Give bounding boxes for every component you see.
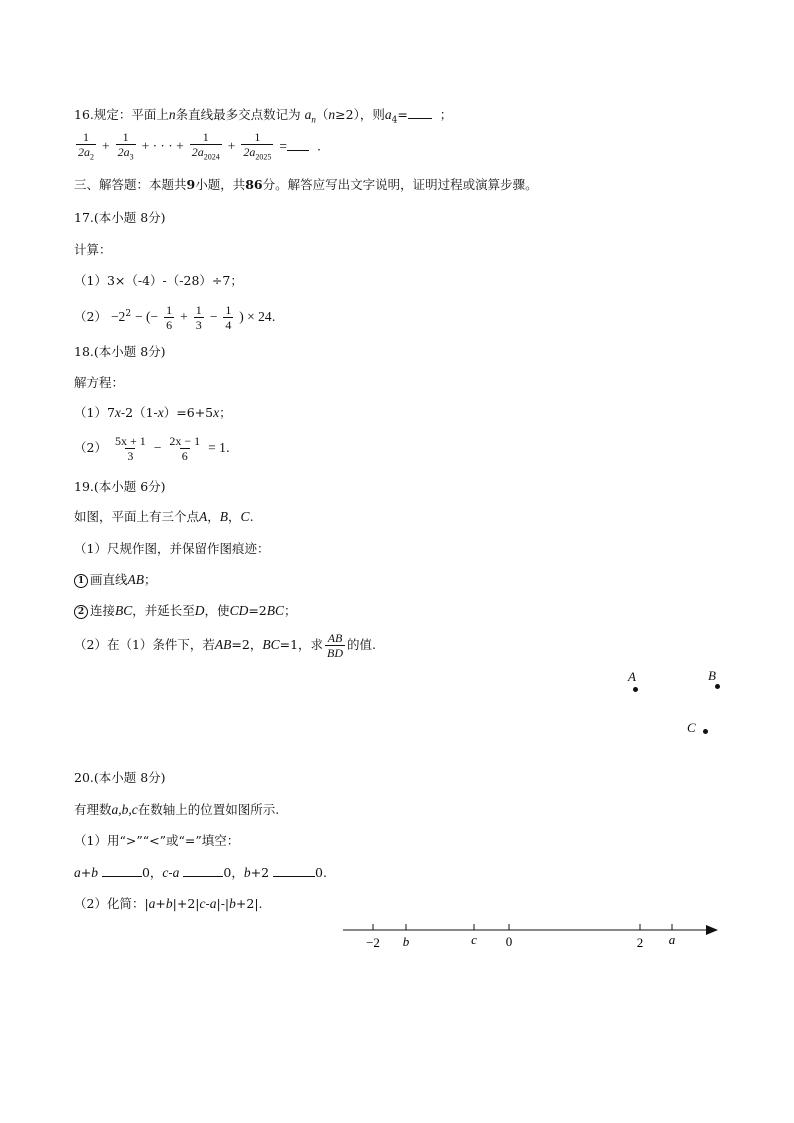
q19-intro: 如图，平面上有三个点A，B，C.	[74, 509, 254, 524]
q20-intro: 有理数a,b,c在数轴上的位置如图所示.	[74, 802, 280, 817]
point-b-dot	[715, 684, 720, 689]
q19-part2: （2）在（1）条件下，若AB=2，BC=1，求 $\frac{AB}{BD}$ 的值.	[74, 631, 377, 660]
q20-part2: （2）化简：|a+b|+2|c-a|-|b+2|.	[74, 896, 263, 911]
q17-intro: 计算：	[74, 242, 112, 257]
answer-blank-a4[interactable]	[408, 106, 432, 119]
q18-intro: 解方程：	[74, 375, 125, 390]
label-zero: 0	[505, 934, 513, 949]
q19-step2: 2 连接BC，并延长至D，使CD=2BC；	[74, 603, 297, 619]
point-b-label: B	[708, 668, 716, 683]
label-c: c	[471, 932, 477, 947]
answer-blank-3[interactable]	[273, 864, 315, 877]
q20-part1: （1）用“>”“<”或“=”填空：	[74, 833, 240, 848]
label-neg2: −2	[366, 935, 380, 950]
label-a: a	[668, 932, 676, 947]
circled-number-1: 1	[74, 574, 88, 588]
q19-part1: （1）尺规作图，并保留作图痕迹：	[74, 541, 270, 556]
q16-line1: 16.规定：平面上n条直线最多交点数记为 $a_n(n\ge 2)$，则$a_4=$ ；	[74, 107, 453, 126]
q19-title: 19.(本小题 6分)	[74, 479, 166, 494]
fraction-term-2: $\frac{1}{2a_3}$	[116, 130, 136, 164]
point-c-dot	[703, 729, 708, 734]
q18-title: 18.(本小题 8分)	[74, 344, 166, 359]
q17-part2: $(2) -2^2$ − (− $\frac{1}{6}$ + $\frac{1}{3}$ − $\frac{1}{4}$ ) × 24.	[74, 303, 276, 333]
q20-title: 20.(本小题 8分)	[74, 770, 166, 785]
label-b: b	[402, 934, 410, 949]
q17-title: 17.(本小题 8分)	[74, 210, 166, 225]
fraction-term-1: $\frac{1}{2a_2}$	[76, 130, 96, 164]
point-c-label: C	[687, 720, 696, 735]
fraction-term-4: $\frac{1}{2a_{2025}}$	[241, 130, 273, 164]
q17-part1: （1）3×（-4）-（-28）÷7；	[74, 273, 243, 288]
q18-part2: （2） $\frac{5x + 1}{3}$ − $\frac{2x - 1}{6}$ = 1.	[74, 434, 230, 463]
answer-blank-2[interactable]	[183, 864, 223, 877]
q20-fill-line: a+b 0，c-a 0，b+2 0.	[74, 865, 327, 880]
q19-step1: 1 画直线AB；	[74, 572, 157, 588]
number-line	[0, 915, 794, 975]
q16-line2: $\frac{1}{2a_2}$ + $\frac{1}{2a_3}$ + · · · + $\frac{1}{2a_{2024}}$ + $\frac{1}{2a_{2025}}$ = .	[74, 130, 321, 164]
label-2: 2	[636, 935, 644, 950]
fraction-term-3: $\frac{1}{2a_{2024}}$	[190, 130, 222, 164]
section-3-heading: 三、解答题：本题共9小题，共86分。解答应写出文字说明，证明过程或演算步骤。	[74, 177, 538, 192]
answer-blank-sum[interactable]	[287, 138, 309, 151]
point-a-label: A	[628, 669, 636, 684]
circled-number-2: 2	[74, 605, 88, 619]
number-line-arrow	[706, 925, 718, 935]
answer-blank-1[interactable]	[102, 864, 142, 877]
q18-part1: （1）7x-2（1-x）=6+5x；	[74, 405, 232, 420]
point-a-dot	[633, 687, 638, 692]
